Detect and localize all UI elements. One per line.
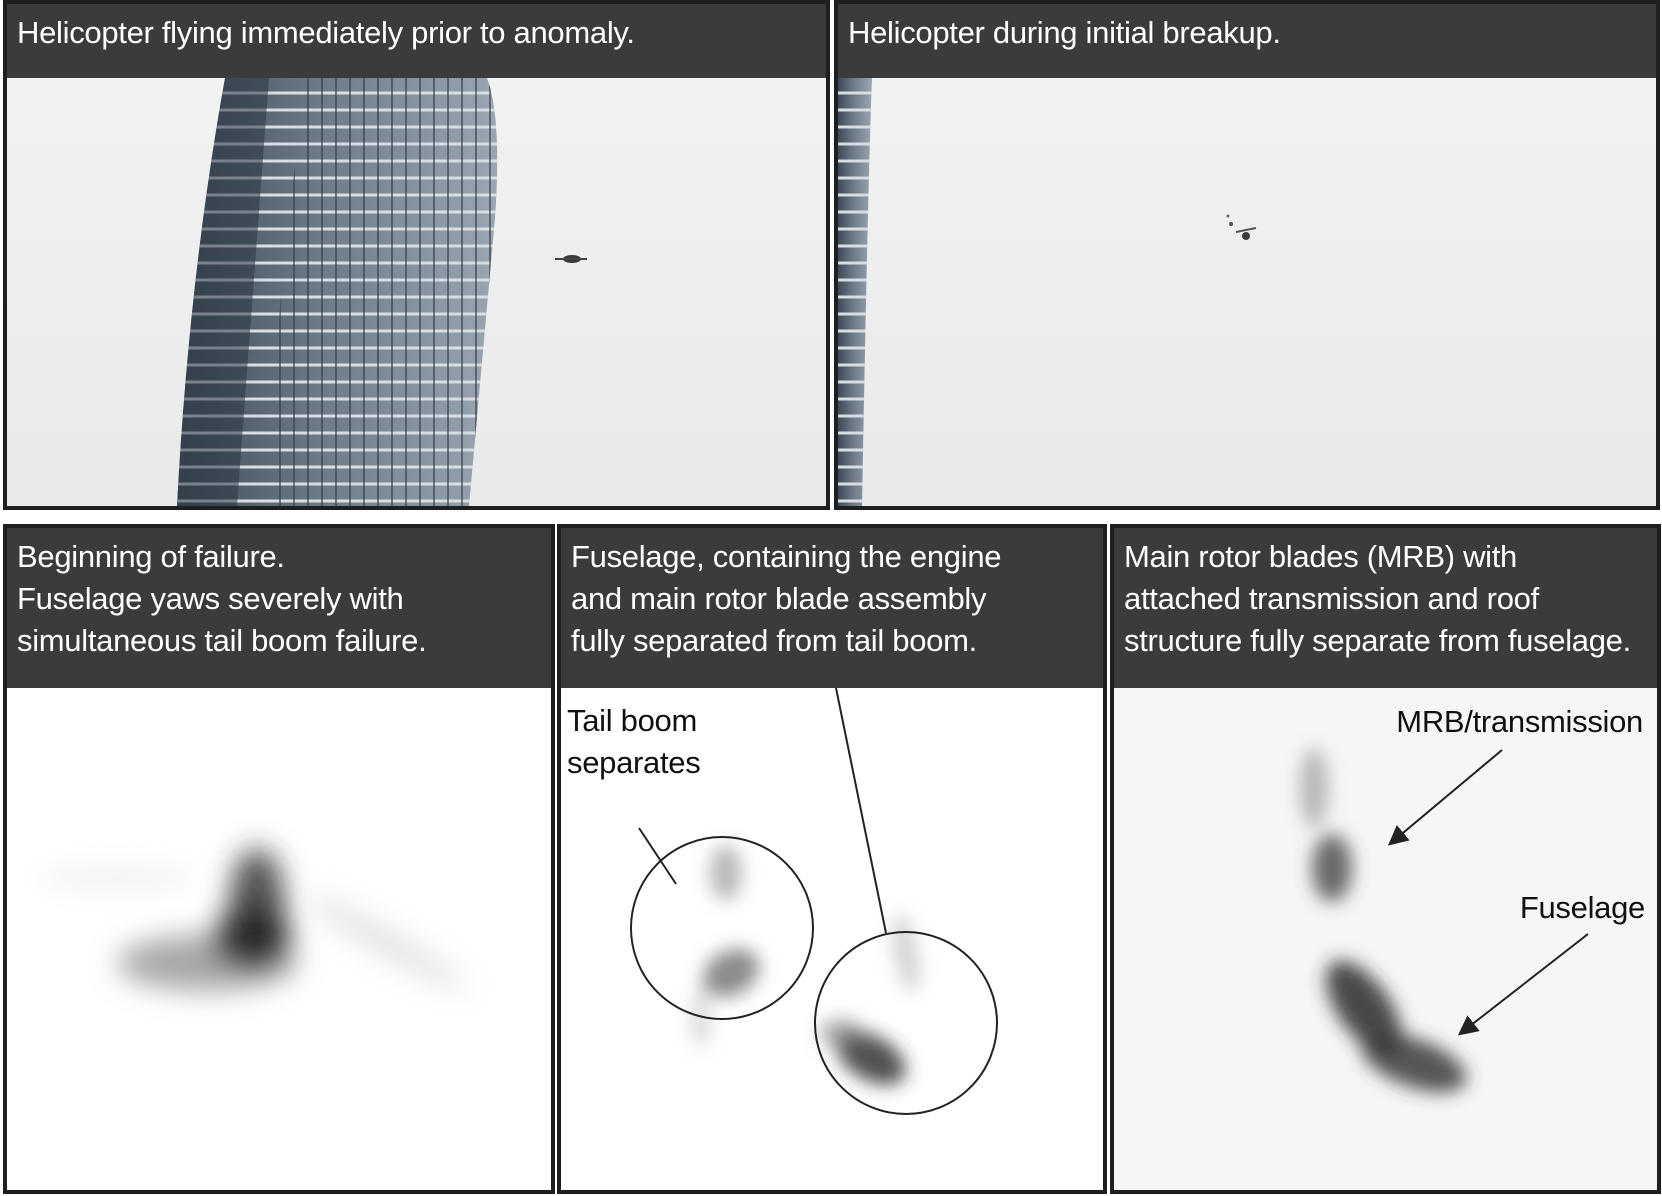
panel-caption [561,528,1103,688]
callout-fuselage [1520,887,1645,929]
callout-label: Fuselage [1519,890,1645,925]
callout-line-1: Tail boom [567,703,697,738]
photo-failure-blur [7,688,551,1190]
caption-line-2: attached transmission and roof [1124,581,1539,616]
caption-line-3: simultaneous tail boom failure. [17,623,427,658]
panel-initial-breakup [834,0,1660,510]
photo-tower-helicopter [7,78,826,506]
caption-line: Helicopter during initial breakup. [848,15,1281,50]
callout-tail-boom [567,700,700,784]
callout-line-2: separates [567,745,701,780]
callout-mrb-transmission [1396,701,1643,743]
photo-mrb-blur [1114,688,1657,1190]
panel-caption [1114,528,1657,688]
caption-line-3: structure fully separate from fuselage. [1124,623,1631,658]
caption-line-2: and main rotor blade assembly [571,581,987,616]
caption-line: Helicopter flying immediately prior to anomaly. [17,15,635,50]
panel-fuselage-separated [557,524,1107,1194]
caption-line-1: Main rotor blades (MRB) with [1124,539,1517,574]
panel-mrb-separated [1110,524,1661,1194]
panel-caption [838,4,1656,78]
tower-building [177,78,497,506]
panel-caption [7,528,551,688]
caption-line-1: Fuselage, containing the engine [571,539,1002,574]
panel-caption [7,4,826,78]
photo-breakup-sky [838,78,1656,506]
caption-line-1: Beginning of failure. [17,539,285,574]
panel-pre-anomaly [3,0,830,510]
caption-line-2: Fuselage yaws severely with [17,581,404,616]
panel-beginning-of-failure [3,524,555,1194]
caption-line-3: fully separated from tail boom. [571,623,977,658]
callout-label: MRB/transmission [1396,704,1643,739]
